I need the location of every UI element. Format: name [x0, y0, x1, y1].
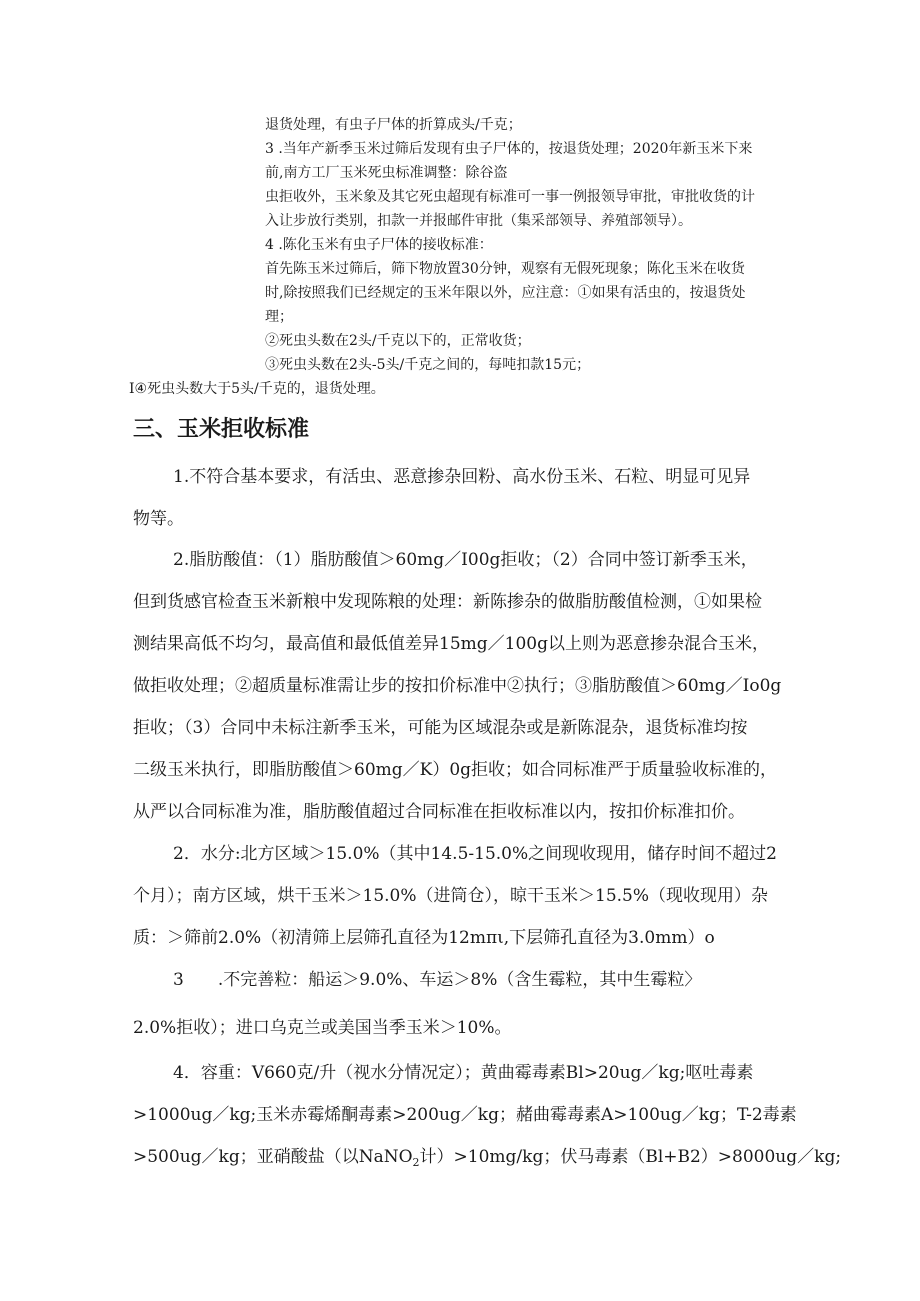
text-line: ③死虫头数在2头-5头/千克之间的，每吨扣款15元； — [265, 357, 591, 373]
text-line-with-subscript — [133, 1142, 841, 1167]
text-line: ②死虫头数在2头/千克以下的，正常收货； — [265, 333, 531, 349]
text-line: 理； — [265, 309, 293, 325]
text-line: 退货处理，有虫子尸体的折算成头/千克； — [265, 117, 522, 133]
text-segment: 计）>10mg/kg；伏马毒素（Bl+B2）>8000ug／kg; — [419, 1147, 842, 1167]
text-line: 从严以合同标准为准，脂肪酸值超过合同标准在拒收标准以内，按扣价标准扣价。 — [133, 802, 745, 822]
text-line: I④死虫头数大于5头/千克的，退货处理。 — [129, 381, 385, 397]
text-line: 个月）；南方区域，烘干玉米＞15.0%（进筒仓），晾干玉米＞15.5%（现收现用）杂 — [133, 886, 769, 906]
text-line: 但到货感官检查玉米新粮中发现陈粮的处理：新陈掺杂的做脂肪酸值检测，①如果检 — [133, 592, 762, 612]
text-segment: >500ug／kg；亚硝酸盐（以NaNO — [133, 1147, 413, 1167]
text-line: 1.不符合基本要求，有活虫、恶意掺杂回粉、高水份玉米、石粒、明显可见异 — [173, 467, 751, 487]
text-line: 物等。 — [133, 509, 184, 529]
text-line: >1000ug／kg;玉米赤霉烯酮毒素>200ug／kg；赭曲霉毒素A>100ug／kg；T-2毒素 — [133, 1105, 797, 1125]
text-line: 2.脂肪酸值：（1）脂肪酸值＞60mg／I00g拒收；（2）合同中签订新季玉米， — [173, 550, 758, 570]
section-heading: 三、玉米拒收标准 — [133, 417, 310, 442]
text-line: 4．容重：V660克/升（视水分情况定）；黄曲霉毒素Bl>20ug／kg;呕吐毒素 — [173, 1063, 754, 1083]
text-line: 二级玉米执行，即脂肪酸值＞60mg／K）0g拒收；如合同标准严于质量验收标准的， — [133, 760, 778, 780]
text-line: 入让步放行类别，扣款一并报邮件审批（集采部领导、养殖部领导）。 — [265, 213, 692, 229]
text-line: 前,南方工厂玉米死虫标准调整：除谷盗 — [265, 165, 508, 181]
text-line: 3 .不完善粒：船运＞9.0%、车运＞8%（含生霉粒，其中生霉粒〉 — [173, 970, 702, 990]
text-line: 2．水分:北方区域＞15.0%（其中14.5-15.0%之间现收现用，储存时间不超过2 — [173, 844, 777, 864]
subscript: 2 — [412, 1156, 420, 1169]
text-line: 做拒收处理；②超质量标准需让步的按扣价标准中②执行；③脂肪酸值＞60mg／Io0g — [133, 676, 782, 696]
text-line: 时,除按照我们已经规定的玉米年限以外，应注意：①如果有活虫的，按退货处 — [265, 285, 746, 301]
text-line: 3 .当年产新季玉米过筛后发现有虫子尸体的，按退货处理；2020年新玉米下来 — [265, 141, 753, 157]
text-line: 2.0%拒收）；进口乌克兰或美国当季玉米＞10%。 — [133, 1018, 512, 1038]
text-line: 质：＞筛前2.0%（初清筛上层筛孔直径为12mπι,下层筛孔直径为3.0mm）o — [133, 928, 715, 948]
text-line: 拒收；（3）合同中未标注新季玉米，可能为区域混杂或是新陈混杂，退货标准均按 — [133, 718, 748, 738]
text-line: 4 .陈化玉米有虫子尸体的接收标准： — [265, 237, 493, 253]
text-line: 虫拒收外，玉米象及其它死虫超现有标准可一事一例报领导审批，审批收货的计 — [265, 189, 755, 205]
text-line: 测结果高低不均匀，最高值和最低值差异15mg／100g以上则为恶意掺杂混合玉米， — [133, 634, 769, 654]
text-line: 首先陈玉米过筛后，筛下物放置30分钟，观察有无假死现象；陈化玉米在收货 — [265, 261, 745, 277]
